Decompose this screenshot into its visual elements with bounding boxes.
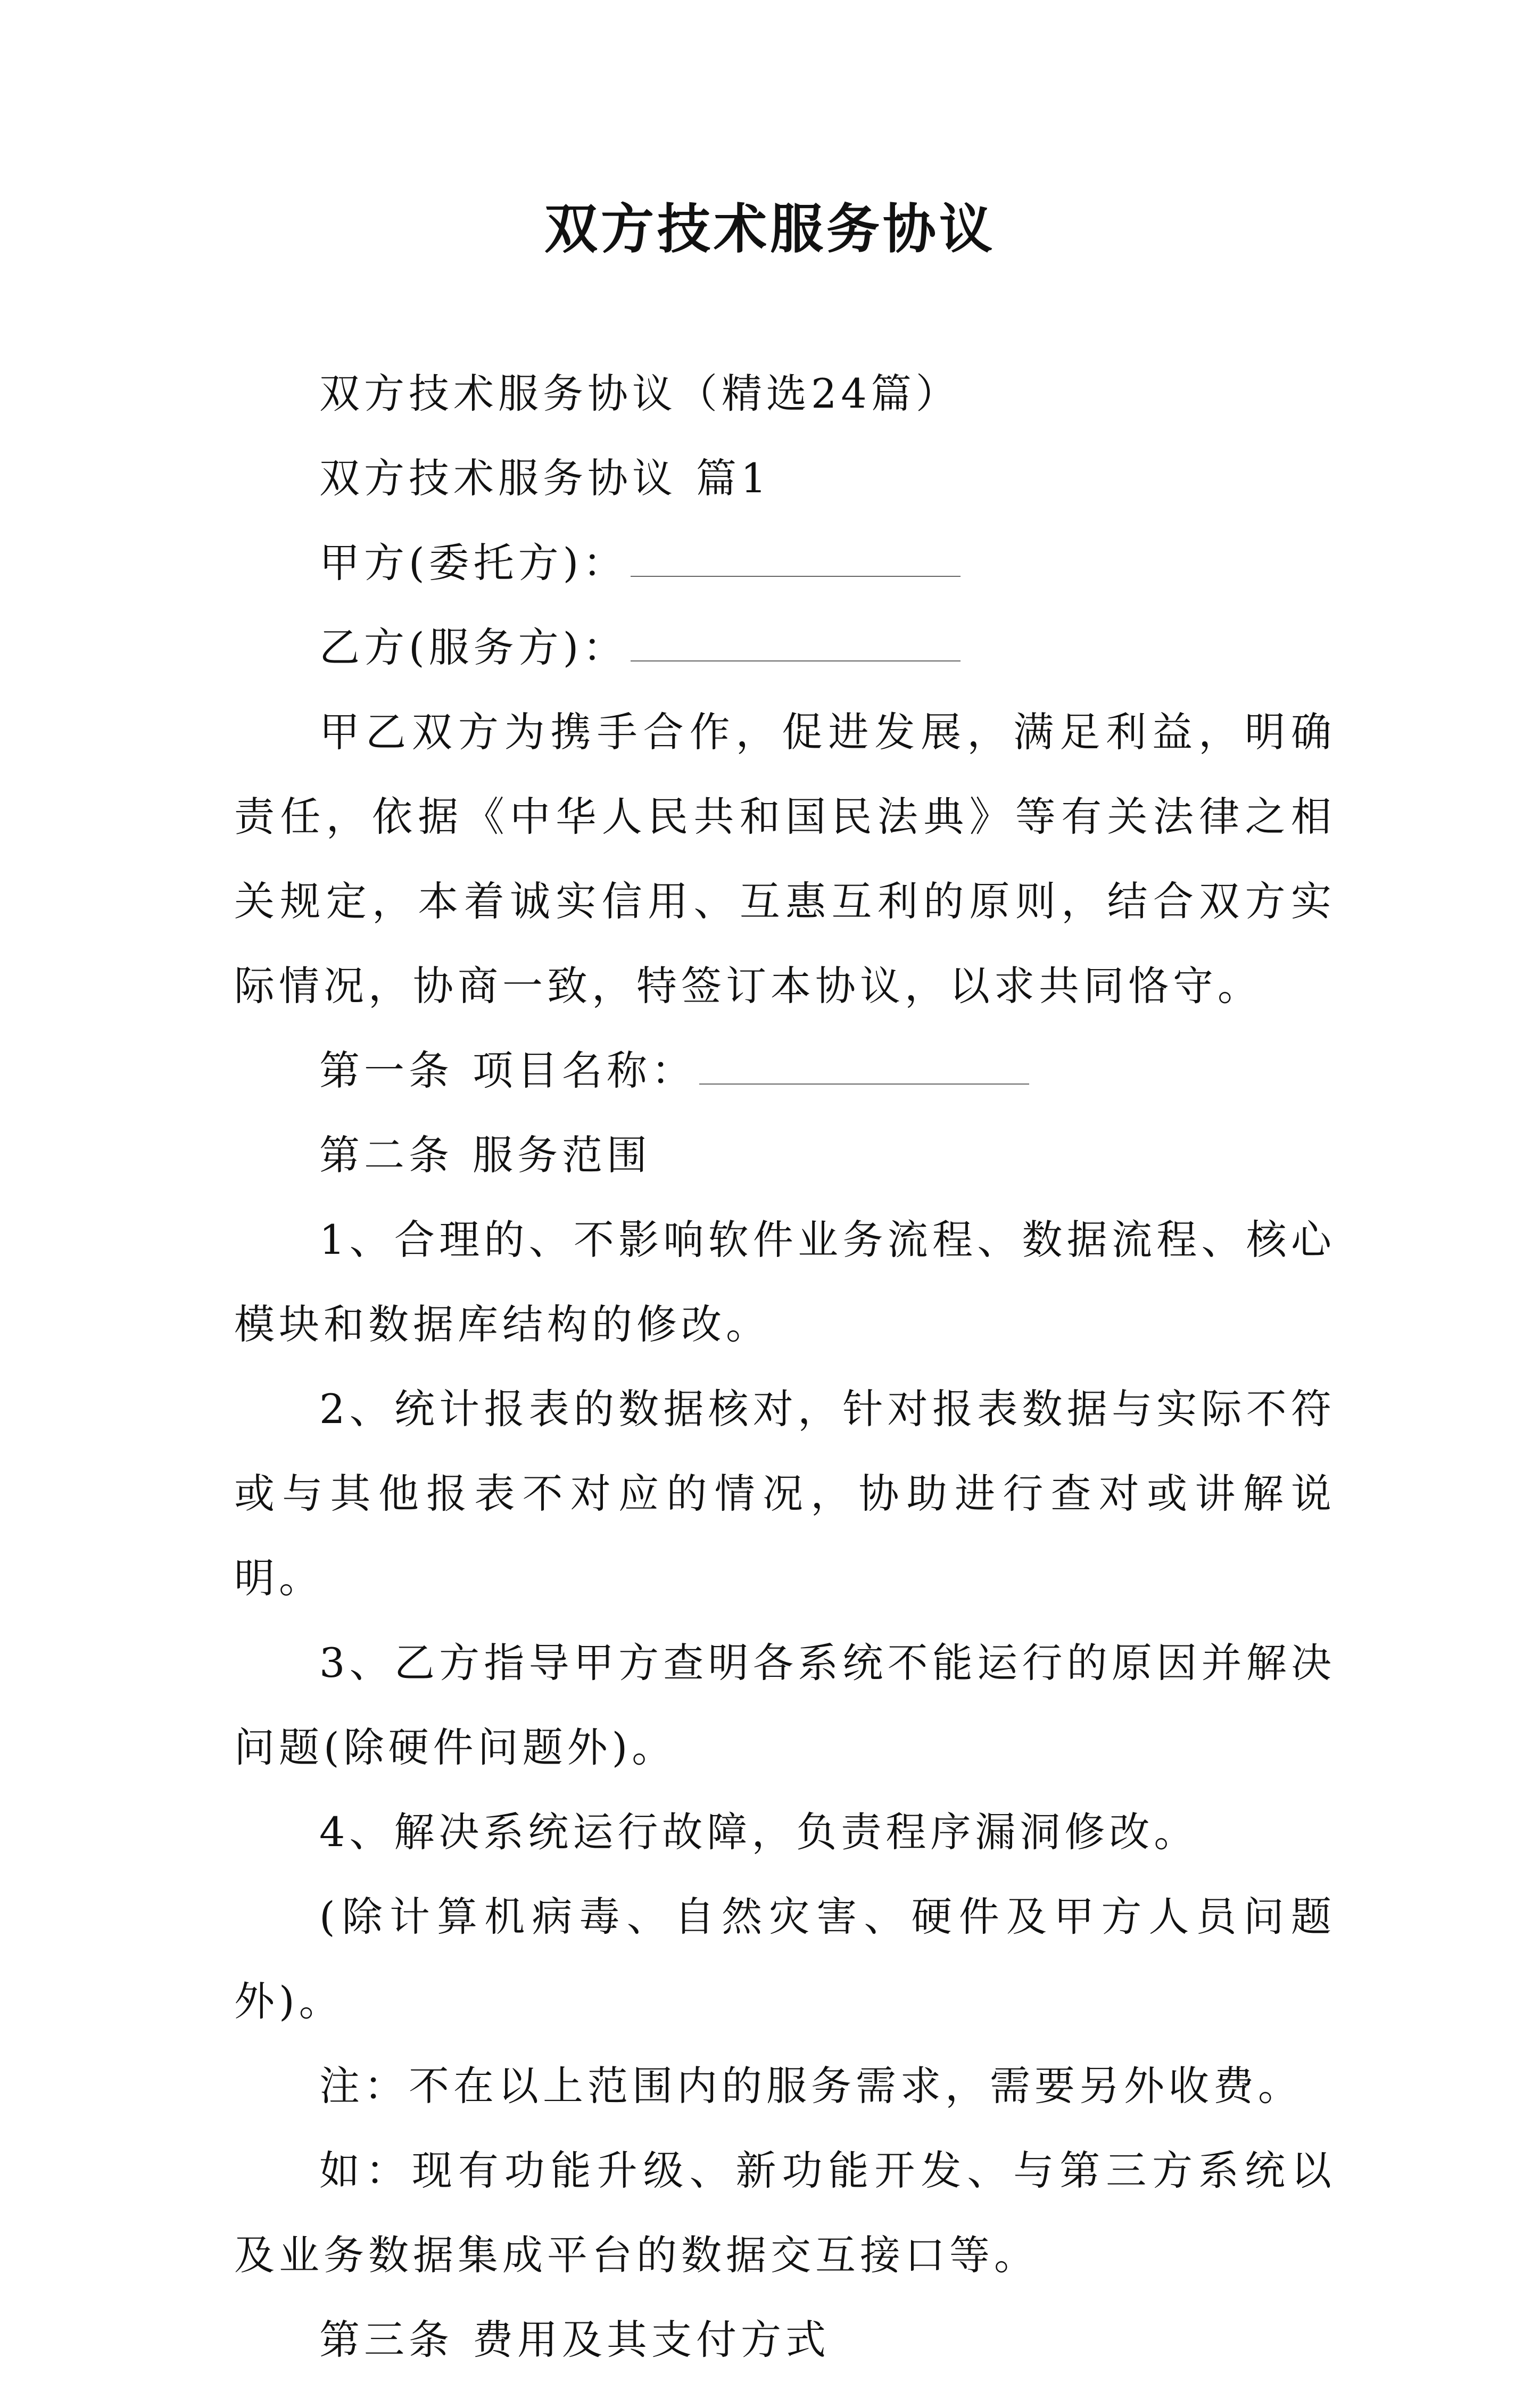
party-a-label: 甲方(委托方)：: [319, 539, 628, 586]
preamble-paragraph: 甲乙双方为携手合作，促进发展，满足利益，明确责任，依据《中华人民共和国民法典》等有关法律之相关规定，本着诚实信用、互惠互利的原则，结合双方实际情况，协商一致，特签订本协议，以求共同恪守。: [234, 708, 1336, 1010]
service-item-4: 4、解决系统运行故障，负责程序漏洞修改。: [319, 1808, 1199, 1856]
section-heading-name: 双方技术服务协议: [319, 454, 677, 502]
article-3-text: 费用及其支付方式: [473, 2316, 830, 2363]
article-2-text: 服务范围: [473, 1131, 651, 1179]
note-line: 注：不在以上范围内的服务需求，需要另外收费。: [319, 2062, 1303, 2110]
article-1-label: 第一条: [319, 1047, 453, 1094]
example-paragraph: 如：现有功能升级、新功能开发、与第三方系统以及业务数据集成平台的数据交互接口等。: [234, 2147, 1336, 2279]
article-1: [234, 1028, 1336, 1113]
section-heading: [234, 436, 1336, 520]
service-item-3: 3、乙方指导甲方查明各系统不能运行的原因并解决问题(除硬件问题外)。: [234, 1639, 1336, 1771]
article-2-label: 第二条: [319, 1131, 453, 1179]
document-body: [234, 351, 1336, 2382]
article-2: [234, 1113, 1336, 1197]
party-b-label: 乙方(服务方)：: [319, 624, 628, 671]
article-3-label: 第三条: [319, 2316, 453, 2363]
article-3: [234, 2297, 1336, 2382]
document-title: 双方技术服务协议: [544, 197, 996, 260]
project-name-blank: [699, 1081, 1029, 1085]
service-item-2: 2、统计报表的数据核对，针对报表数据与实际不符或与其他报表不对应的情况，协助进行查对或讲解说明。: [234, 1385, 1336, 1602]
party-b-blank: [631, 658, 961, 661]
party-b-line: [234, 605, 1336, 690]
party-a-blank: [631, 574, 961, 577]
party-a-line: [234, 520, 1336, 605]
exclusion-line: (除计算机病毒、自然灾害、硬件及甲方人员问题外)。: [234, 1893, 1336, 2025]
article-1-text: 项目名称：: [473, 1047, 696, 1094]
service-item-1: 1、合理的、不影响软件业务流程、数据流程、核心模块和数据库结构的修改。: [234, 1216, 1336, 1348]
section-heading-part: 篇1: [696, 454, 771, 502]
subtitle: 双方技术服务协议（精选24篇）: [319, 370, 961, 417]
